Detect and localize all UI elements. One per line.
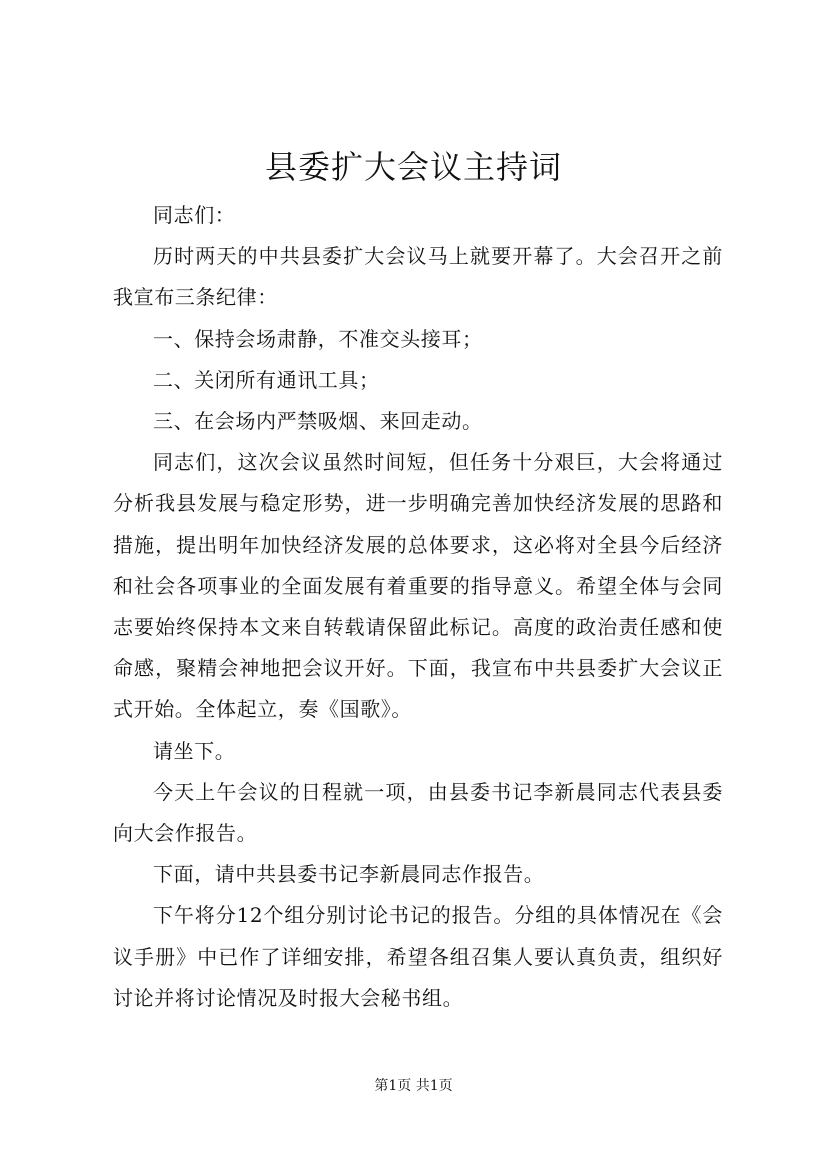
page-footer: 第1页 共1页 [374,1078,453,1094]
paragraph-greeting: 同志们： [153,203,236,227]
paragraph-rule-3: 三、在会场内严禁吸烟、来回走动。 [153,409,483,434]
paragraph-rule-1: 一、保持会场肃静，不准交头接耳； [153,326,483,351]
paragraph-report-intro: 下面，请中共县委书记李新晨同志作报告。 [153,862,545,887]
paragraph-opening: 历时两天的中共县委扩大会议马上就要开幕了。大会召开之前我宣布三条纪律： [113,244,723,310]
paragraph-afternoon: 下午将分12个组分别讨论书记的报告。分组的具体情况在《会议手册》中已作了详细安排，希望各组召集人要认真负责，组织好讨论并将讨论情况及时报大会秘书组。 [113,903,723,1010]
paragraph-meeting-purpose: 同志们，这次会议虽然时间短，但任务十分艰巨，大会将通过分析我县发展与稳定形势，进一步明确完善加快经济发展的思路和措施，提出明年加快经济发展的总体要求，这必将对全县今后经济和社会各项事业的全面发展有着重要的指导意义。希望全体与会同志要始终保持本文来自转载请保留此标记。高度的政治责任感和使命感，聚精会神地把会议开好。下面，我宣布中共县委扩大会议正式开始。全体起立，奏《国歌》。 [113,450,723,722]
document-title: 县委扩大会议主持词 [264,148,562,186]
paragraph-sit-down: 请坐下。 [153,738,236,763]
paragraph-rule-2: 二、关闭所有通讯工具； [153,367,380,392]
paragraph-agenda: 今天上午会议的日程就一项，由县委书记李新晨同志代表县委向大会作报告。 [113,779,723,846]
document-body [113,195,723,1019]
